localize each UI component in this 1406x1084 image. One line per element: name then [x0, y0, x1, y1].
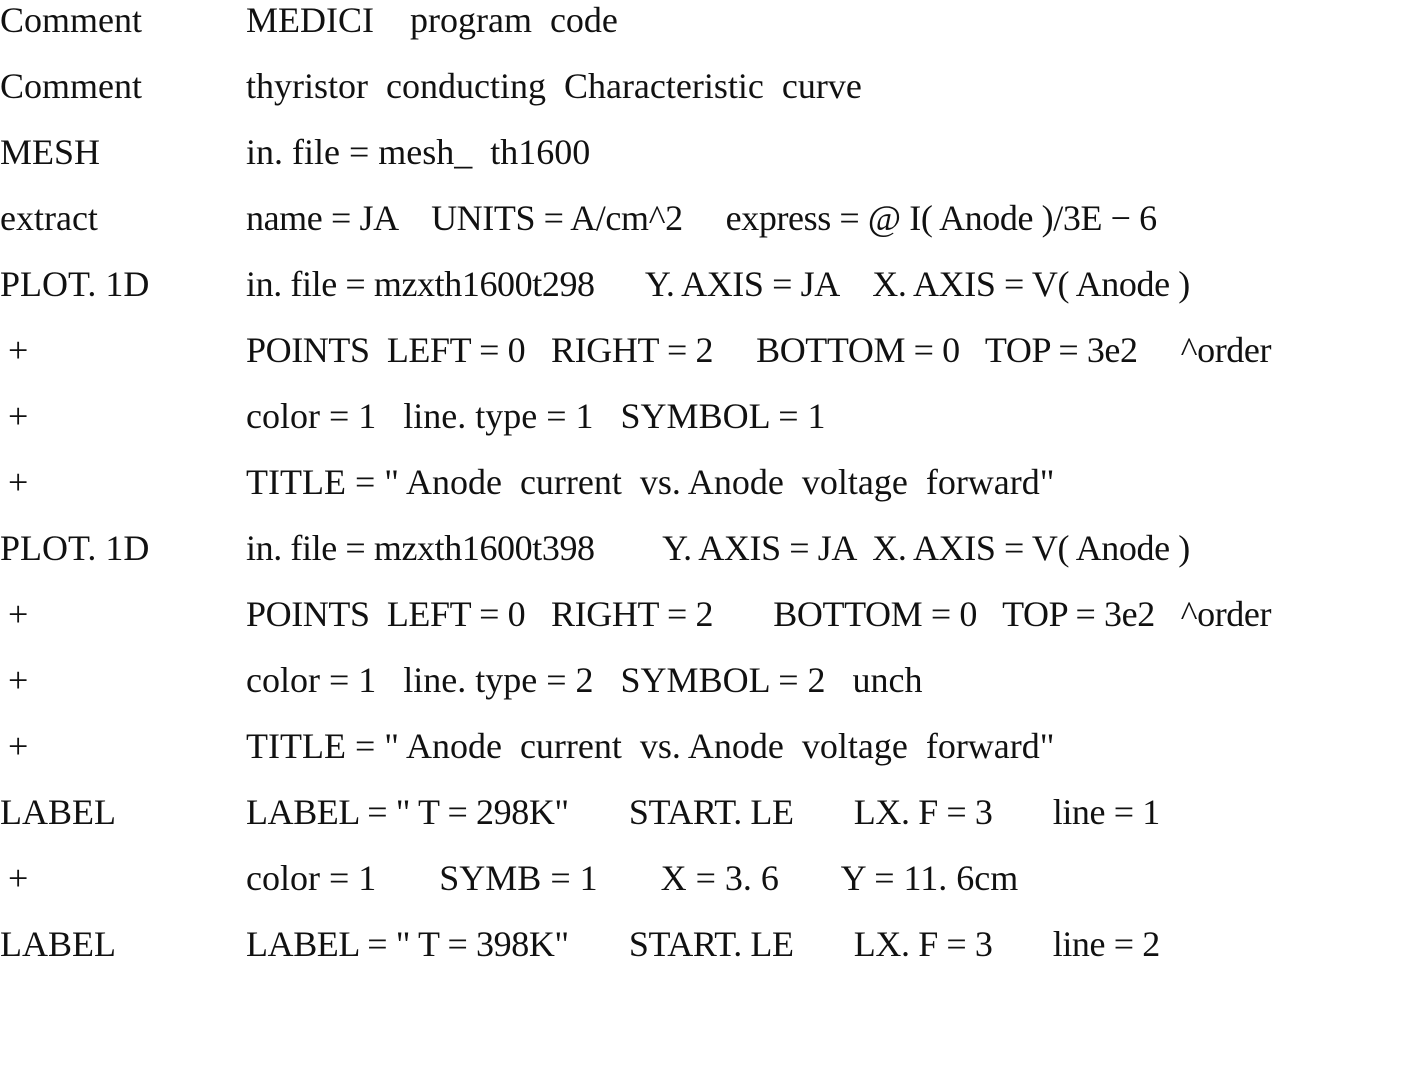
- line-arguments: MEDICI program code: [246, 0, 618, 40]
- code-line: [0, 66, 1406, 132]
- code-line: [0, 198, 1406, 264]
- line-arguments: POINTS LEFT = 0 RIGHT = 2 BOTTOM = 0 TOP = 3e2 ^order: [246, 594, 1272, 634]
- line-arguments: in. file = mesh_ th1600: [246, 132, 591, 172]
- line-arguments: LABEL = " T = 298K" START. LE LX. F = 3 line = 1: [246, 792, 1160, 832]
- line-keyword: MESH: [0, 132, 101, 172]
- line-keyword: LABEL: [0, 924, 116, 964]
- line-keyword: PLOT. 1D: [0, 528, 150, 568]
- code-line: [0, 396, 1406, 462]
- code-line: [0, 726, 1406, 792]
- code-line: [0, 0, 1406, 66]
- continuation-marker: +: [8, 660, 29, 700]
- line-arguments: color = 1 line. type = 1 SYMBOL = 1: [246, 396, 826, 436]
- line-arguments: thyristor conducting Characteristic curve: [246, 66, 862, 106]
- line-arguments: LABEL = " T = 398K" START. LE LX. F = 3 line = 2: [246, 924, 1160, 964]
- line-keyword: Comment: [0, 66, 142, 106]
- line-arguments: name = JA UNITS = A/cm^2 express = @ I( Anode )/3E − 6: [246, 198, 1157, 238]
- line-arguments: in. file = mzxth1600t298 Y. AXIS = JA X. AXIS = V( Anode ): [246, 264, 1190, 304]
- code-line: [0, 594, 1406, 660]
- code-line: [0, 330, 1406, 396]
- line-keyword: PLOT. 1D: [0, 264, 150, 304]
- continuation-marker: +: [8, 858, 29, 898]
- code-line: [0, 132, 1406, 198]
- line-arguments: POINTS LEFT = 0 RIGHT = 2 BOTTOM = 0 TOP = 3e2 ^order: [246, 330, 1272, 370]
- line-arguments: color = 1 SYMB = 1 X = 3. 6 Y = 11. 6cm: [246, 858, 1019, 898]
- code-line: [0, 528, 1406, 594]
- continuation-marker: +: [8, 726, 29, 766]
- continuation-marker: +: [8, 462, 29, 502]
- code-line: [0, 924, 1406, 990]
- code-line: [0, 660, 1406, 726]
- line-arguments: TITLE = " Anode current vs. Anode voltage forward": [246, 726, 1055, 766]
- line-keyword: Comment: [0, 0, 142, 40]
- code-line: [0, 858, 1406, 924]
- line-arguments: color = 1 line. type = 2 SYMBOL = 2 unch: [246, 660, 923, 700]
- continuation-marker: +: [8, 396, 29, 436]
- code-line: [0, 264, 1406, 330]
- code-line: [0, 792, 1406, 858]
- line-keyword: LABEL: [0, 792, 116, 832]
- line-arguments: in. file = mzxth1600t398 Y. AXIS = JA X. AXIS = V( Anode ): [246, 528, 1190, 568]
- continuation-marker: +: [8, 330, 29, 370]
- code-line: [0, 462, 1406, 528]
- line-keyword: extract: [0, 198, 98, 238]
- continuation-marker: +: [8, 594, 29, 634]
- line-arguments: TITLE = " Anode current vs. Anode voltage forward": [246, 462, 1055, 502]
